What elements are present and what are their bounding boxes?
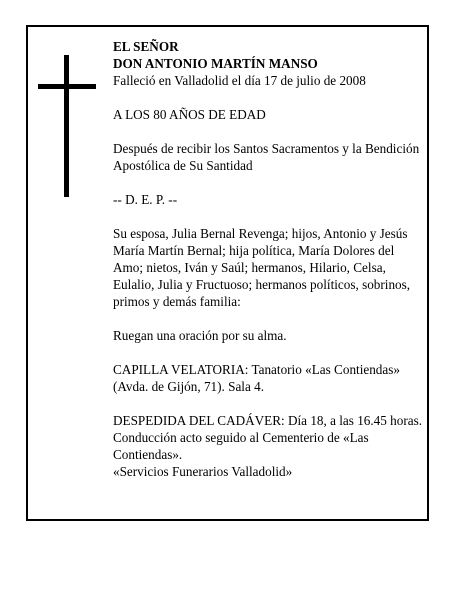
funeral-services: «Servicios Funerarios Valladolid»: [113, 464, 293, 479]
obituary-text: [113, 38, 423, 480]
prayer: Ruegan una oración por su alma.: [113, 328, 287, 343]
deceased-name: DON ANTONIO MARTÍN MANSO: [113, 56, 318, 71]
death-info: Falleció en Valladolid el día 17 de julio de 2008: [113, 73, 366, 88]
family: Su esposa, Julia Bernal Revenga; hijos, Antonio y Jesús María Martín Bernal; hija política, María Dolores del Amo; nietos, Iván y Saúl; hermanos, Hilario, Celsa, Eulalio, Julia y Fructuoso; hermanos políticos, sobrinos, primos y demás familia:: [113, 226, 411, 309]
cross-vertical-bar: [64, 55, 69, 197]
farewell: DESPEDIDA DEL CADÁVER: Día 18, a las 16.45 horas. Conducción acto seguido al Cementerio de «Las Contiendas».: [113, 413, 423, 462]
age: A LOS 80 AÑOS DE EDAD: [113, 107, 266, 122]
rip: -- D. E. P. --: [113, 192, 178, 207]
title-line-1: EL SEÑOR: [113, 39, 179, 54]
sacraments: Después de recibir los Santos Sacramentos y la Bendición Apostólica de Su Santidad: [113, 141, 420, 173]
chapel: CAPILLA VELATORIA: Tanatorio «Las Contiendas» (Avda. de Gijón, 71). Sala 4.: [113, 362, 400, 394]
cross-horizontal-bar: [38, 84, 96, 89]
